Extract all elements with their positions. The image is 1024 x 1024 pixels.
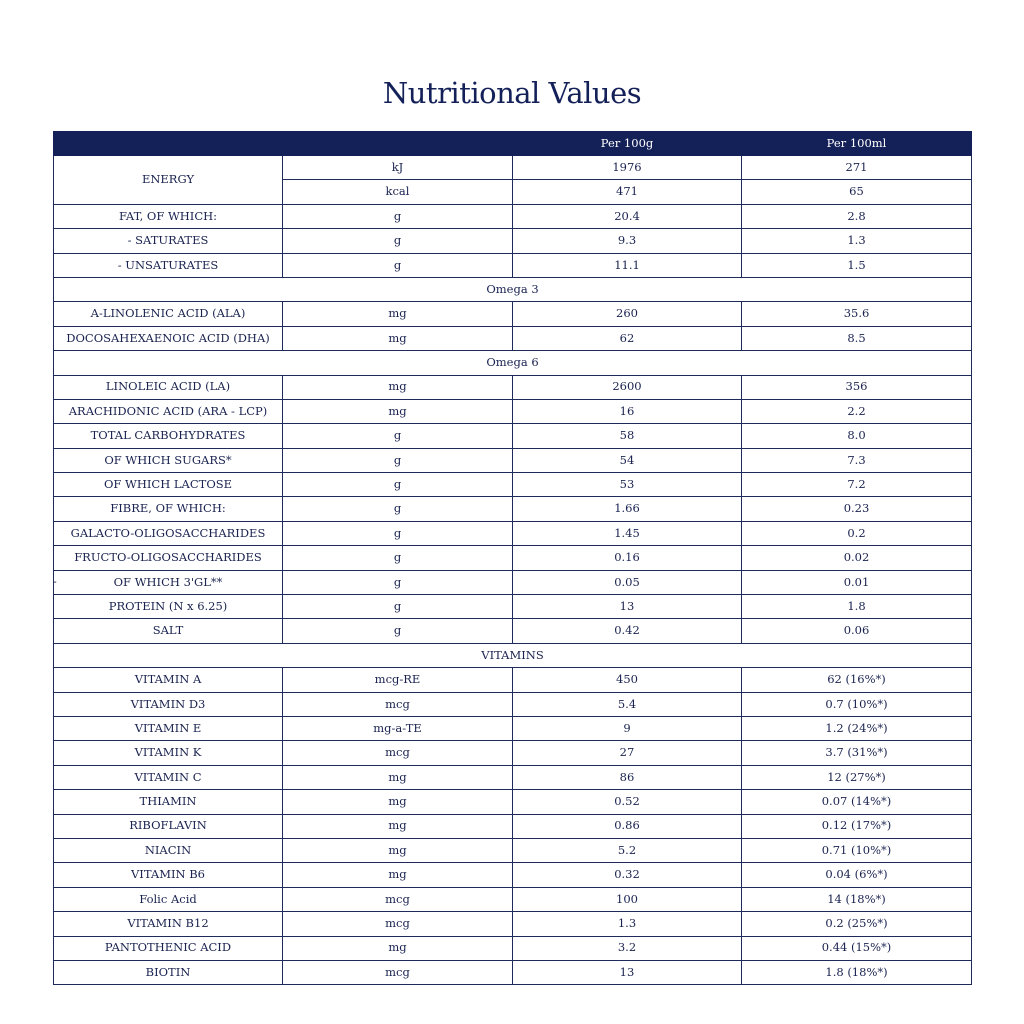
value-per-100g	[513, 570, 742, 594]
nutrient-name-text: VITAMIN E	[134, 720, 202, 735]
section-header-row	[54, 351, 972, 375]
value-per-100ml	[742, 595, 972, 619]
value-per-100g	[513, 302, 742, 326]
table-row	[54, 741, 972, 765]
table-row	[54, 521, 972, 545]
nutrient-unit-text: g	[393, 501, 402, 516]
value-per-100g-text: 27	[619, 745, 635, 760]
value-per-100ml-text: 1.5	[847, 257, 866, 272]
nutrient-name	[54, 204, 283, 228]
nutrient-name-text: - UNSATURATES	[117, 257, 219, 272]
nutrient-unit	[283, 546, 513, 570]
nutrient-unit-text: mcg	[385, 696, 410, 711]
nutrient-unit	[283, 204, 513, 228]
table-row	[54, 716, 972, 740]
section-header-row	[54, 277, 972, 301]
table-row	[54, 814, 972, 838]
value-per-100g	[513, 424, 742, 448]
omega3-rows	[54, 302, 972, 351]
vitamins-section	[54, 643, 972, 667]
nutrient-unit	[283, 473, 513, 497]
nutrient-unit-text: mg	[388, 769, 407, 784]
nutrient-unit	[283, 521, 513, 545]
nutrient-unit	[283, 692, 513, 716]
nutrient-name	[54, 887, 283, 911]
nutrient-unit-text: g	[393, 525, 402, 540]
value-per-100ml	[742, 716, 972, 740]
nutrient-name	[54, 668, 283, 692]
nutrient-unit-text: mg-a-TE	[373, 720, 422, 735]
nutrient-name	[54, 863, 283, 887]
value-per-100g-text: 13	[619, 964, 635, 979]
nutrient-unit	[283, 912, 513, 936]
value-per-100ml-text: 0.2	[847, 525, 866, 540]
value-per-100g-text: 16	[619, 403, 635, 418]
value-per-100g-text: 0.42	[614, 623, 640, 638]
value-per-100ml-text: 7.3	[847, 452, 866, 467]
nutrient-unit	[283, 375, 513, 399]
value-per-100g-text: 3.2	[617, 940, 637, 955]
value-per-100g	[513, 838, 742, 862]
value-per-100ml-text: 0.7 (10%*)	[825, 696, 888, 711]
value-per-100g-text: 0.05	[614, 574, 640, 589]
value-per-100ml-text: 2.8	[847, 208, 866, 223]
nutrient-name-text: VITAMIN K	[134, 745, 202, 760]
nutrient-name-text: GALACTO-OLIGOSACCHARIDES	[70, 525, 266, 540]
table-row	[54, 546, 972, 570]
value-per-100g-text: 9.3	[617, 233, 637, 248]
table-row	[54, 668, 972, 692]
nutrient-unit-text: g	[393, 574, 402, 589]
value-per-100g-text: 1.45	[614, 525, 640, 540]
energy-kcal-per-100ml: 65	[742, 180, 972, 204]
table-row	[54, 302, 972, 326]
value-per-100ml	[742, 765, 972, 789]
value-per-100ml	[742, 692, 972, 716]
nutrient-unit-text: g	[393, 257, 402, 272]
nutrient-unit	[283, 229, 513, 253]
nutrient-name	[54, 448, 283, 472]
value-per-100g	[513, 448, 742, 472]
nutrient-unit-text: g	[393, 550, 402, 565]
nutrient-name	[54, 375, 283, 399]
nutrient-name-text: VITAMIN D3	[130, 696, 206, 711]
value-per-100ml	[742, 424, 972, 448]
section-header-row	[54, 643, 972, 667]
value-per-100ml-text: 356	[845, 379, 868, 394]
nutrient-name-text: FAT, OF WHICH:	[118, 208, 218, 223]
nutrient-name	[54, 960, 283, 984]
nutrient-unit-text: mg	[388, 940, 407, 955]
value-per-100g-text: 11.1	[614, 257, 640, 272]
nutrient-unit-text: mg	[388, 818, 407, 833]
table-row	[54, 960, 972, 984]
value-per-100g-text: 62	[619, 330, 635, 345]
value-per-100g-text: 9	[623, 720, 631, 735]
value-per-100g	[513, 692, 742, 716]
value-per-100ml-text: 0.12 (17%*)	[821, 818, 892, 833]
nutrient-unit	[283, 863, 513, 887]
nutrient-unit-text: g	[393, 623, 402, 638]
nutrient-unit-text: g	[393, 477, 402, 492]
value-per-100ml-text: 0.02	[843, 550, 870, 565]
value-per-100g-text: 450	[616, 672, 638, 687]
value-per-100ml	[742, 863, 972, 887]
table-row	[54, 473, 972, 497]
nutrient-name	[54, 570, 283, 594]
value-per-100ml-text: 7.2	[847, 477, 866, 492]
nutrient-name-text: FRUCTO-OLIGOSACCHARIDES	[74, 550, 262, 565]
value-per-100g-text: 0.16	[614, 550, 640, 565]
nutrient-name	[54, 741, 283, 765]
value-per-100ml-text: 1.3	[847, 233, 866, 248]
nutrient-name-text: OF WHICH 3'GL**	[113, 574, 223, 589]
nutrient-name-text: TOTAL CARBOHYDRATES	[90, 428, 246, 443]
nutrient-unit-text: g	[393, 452, 402, 467]
nutrient-unit	[283, 814, 513, 838]
value-per-100ml-text: 0.04 (6%*)	[825, 867, 888, 882]
value-per-100g-text: 260	[616, 306, 638, 321]
value-per-100g	[513, 960, 742, 984]
nutrient-unit	[283, 741, 513, 765]
nutrient-name	[54, 424, 283, 448]
value-per-100ml	[742, 473, 972, 497]
value-per-100g	[513, 399, 742, 423]
value-per-100ml-text: 8.5	[847, 330, 866, 345]
nutrient-unit	[283, 668, 513, 692]
value-per-100ml	[742, 741, 972, 765]
value-per-100g	[513, 375, 742, 399]
nutrition-table	[53, 131, 972, 985]
value-per-100g	[513, 887, 742, 911]
nutrient-unit-text: g	[393, 428, 402, 443]
value-per-100g	[513, 936, 742, 960]
nutrient-unit	[283, 253, 513, 277]
nutrient-name-text: DOCOSAHEXAENOIC ACID (DHA)	[66, 330, 270, 345]
value-per-100g-text: 13	[619, 598, 635, 613]
table-row	[54, 765, 972, 789]
nutrient-name-text: PANTOTHENIC ACID	[104, 940, 232, 955]
value-per-100g-text: 100	[616, 891, 638, 906]
nutrient-name-text: LINOLEIC ACID (LA)	[105, 379, 231, 394]
value-per-100g	[513, 204, 742, 228]
energy-kj-per-100ml: 271	[742, 156, 972, 180]
value-per-100g	[513, 521, 742, 545]
nutrient-name-text: VITAMIN B12	[127, 916, 209, 931]
table-row	[54, 570, 972, 594]
nutrient-unit-text: g	[393, 233, 402, 248]
header-nutrient	[54, 132, 283, 156]
nutrient-name-text: NIACIN	[144, 842, 192, 857]
nutrient-unit	[283, 716, 513, 740]
nutrient-unit	[283, 887, 513, 911]
value-per-100ml	[742, 229, 972, 253]
value-per-100ml	[742, 814, 972, 838]
nutrient-unit	[283, 936, 513, 960]
value-per-100g	[513, 253, 742, 277]
energy-kj-per-100g: 1976	[513, 156, 742, 180]
nutrient-name	[54, 473, 283, 497]
nutrient-name	[54, 497, 283, 521]
nutrient-unit	[283, 399, 513, 423]
value-per-100ml	[742, 497, 972, 521]
section-header-vitamins: VITAMINS	[54, 643, 972, 667]
omega6-section	[54, 351, 972, 375]
value-per-100ml-text: 0.44 (15%*)	[821, 940, 892, 955]
nutrient-name-text: - SATURATES	[127, 233, 209, 248]
value-per-100ml-text: 8.0	[847, 428, 866, 443]
value-per-100ml	[742, 399, 972, 423]
value-per-100ml-text: 1.2 (24%*)	[825, 720, 888, 735]
value-per-100g-text: 0.86	[614, 818, 640, 833]
value-per-100ml	[742, 619, 972, 643]
nutrient-name-text: SALT	[152, 623, 184, 638]
value-per-100ml	[742, 546, 972, 570]
table-row	[54, 253, 972, 277]
nutrient-unit-text: mg	[388, 794, 407, 809]
nutrient-unit-text: mcg	[385, 916, 410, 931]
value-per-100ml	[742, 912, 972, 936]
value-per-100g-text: 5.2	[617, 842, 637, 857]
value-per-100ml-text: 1.8	[847, 598, 866, 613]
value-per-100ml-text: 0.01	[843, 574, 870, 589]
nutrient-name-text: VITAMIN B6	[131, 867, 205, 882]
nutrient-unit-text: mg	[388, 842, 407, 857]
value-per-100g-text: 1.66	[614, 501, 640, 516]
nutrient-name	[54, 399, 283, 423]
nutrient-name	[54, 838, 283, 862]
nutrient-name-text: FIBRE, OF WHICH:	[110, 501, 226, 516]
value-per-100g-text: 53	[619, 477, 635, 492]
table-row	[54, 595, 972, 619]
table-row	[54, 619, 972, 643]
value-per-100ml-text: 1.8 (18%*)	[825, 964, 888, 979]
nutrient-name	[54, 814, 283, 838]
value-per-100ml-text: 14 (18%*)	[827, 891, 886, 906]
table-row	[54, 229, 972, 253]
vitamins-rows	[54, 668, 972, 985]
value-per-100g	[513, 912, 742, 936]
table-row	[54, 790, 972, 814]
value-per-100ml-text: 35.6	[843, 306, 870, 321]
nutrient-name	[54, 912, 283, 936]
header-unit	[283, 132, 513, 156]
table-row	[54, 497, 972, 521]
table-row	[54, 936, 972, 960]
nutrient-unit	[283, 790, 513, 814]
value-per-100g	[513, 546, 742, 570]
value-per-100ml-text: 2.2	[847, 403, 866, 418]
nutrient-name	[54, 936, 283, 960]
nutrient-name-text: Folic Acid	[139, 891, 197, 906]
nutrient-unit-text: mcg	[385, 891, 410, 906]
table-row	[54, 448, 972, 472]
nutrient-name	[54, 692, 283, 716]
value-per-100ml-text: 0.06	[843, 623, 870, 638]
value-per-100ml-text: 0.07 (14%*)	[821, 794, 892, 809]
table-row	[54, 204, 972, 228]
value-per-100ml-text: 0.23	[843, 501, 870, 516]
section-header-omega3: Omega 3	[54, 277, 972, 301]
nutrient-unit-text: mcg	[385, 964, 410, 979]
energy-kcal-unit: kcal	[283, 180, 513, 204]
table-row	[54, 399, 972, 423]
value-per-100g	[513, 497, 742, 521]
value-per-100g	[513, 741, 742, 765]
nutrient-unit-text: mcg-RE	[374, 672, 421, 687]
energy-label: ENERGY	[54, 156, 283, 205]
nutrient-name-text: OF WHICH LACTOSE	[103, 477, 233, 492]
nutrient-name	[54, 521, 283, 545]
fat-section	[54, 204, 972, 277]
value-per-100ml	[742, 253, 972, 277]
table-row	[54, 375, 972, 399]
value-per-100ml-text: 0.2 (25%*)	[825, 916, 888, 931]
value-per-100g-text: 20.4	[614, 208, 640, 223]
table-row	[54, 887, 972, 911]
table-row	[54, 692, 972, 716]
value-per-100ml	[742, 960, 972, 984]
value-per-100ml	[742, 887, 972, 911]
value-per-100g	[513, 716, 742, 740]
nutrient-unit-text: mg	[388, 867, 407, 882]
table-row	[54, 326, 972, 350]
nutrient-unit	[283, 302, 513, 326]
nutrient-name	[54, 716, 283, 740]
value-per-100g	[513, 619, 742, 643]
nutrient-name-text: VITAMIN C	[134, 769, 202, 784]
row-dash-marker: -	[53, 574, 57, 588]
nutrient-name	[54, 595, 283, 619]
nutrient-unit	[283, 497, 513, 521]
nutrient-name	[54, 619, 283, 643]
value-per-100ml-text: 3.7 (31%*)	[825, 745, 888, 760]
value-per-100ml-text: 12 (27%*)	[827, 769, 886, 784]
header-per-100ml: Per 100ml	[742, 132, 972, 156]
nutrient-name	[54, 229, 283, 253]
value-per-100g-text: 54	[619, 452, 635, 467]
nutrient-unit	[283, 838, 513, 862]
value-per-100g	[513, 326, 742, 350]
table-row	[54, 912, 972, 936]
nutrient-unit	[283, 595, 513, 619]
value-per-100ml-text: 62 (16%*)	[827, 672, 886, 687]
nutrient-unit-text: mg	[388, 306, 407, 321]
value-per-100ml	[742, 838, 972, 862]
value-per-100g-text: 1.3	[617, 916, 637, 931]
table-row	[54, 863, 972, 887]
table-row	[54, 838, 972, 862]
nutrient-name	[54, 326, 283, 350]
nutrient-unit-text: g	[393, 598, 402, 613]
energy-kcal-per-100g: 471	[513, 180, 742, 204]
nutrient-unit-text: g	[393, 208, 402, 223]
value-per-100g	[513, 790, 742, 814]
section-header-omega6: Omega 6	[54, 351, 972, 375]
value-per-100ml	[742, 668, 972, 692]
value-per-100ml	[742, 302, 972, 326]
nutrient-unit	[283, 960, 513, 984]
nutrient-name	[54, 790, 283, 814]
value-per-100g-text: 2600	[612, 379, 642, 394]
omega3-section	[54, 277, 972, 301]
nutrient-unit	[283, 326, 513, 350]
header-per-100g: Per 100g	[513, 132, 742, 156]
value-per-100ml-text: 0.71 (10%*)	[821, 842, 892, 857]
nutrient-unit	[283, 619, 513, 643]
nutrient-unit-text: mg	[388, 330, 407, 345]
nutrient-unit	[283, 570, 513, 594]
nutrient-name	[54, 302, 283, 326]
nutrient-unit-text: mcg	[385, 745, 410, 760]
nutrient-name-text: RIBOFLAVIN	[129, 818, 207, 833]
nutrient-name-text: THIAMIN	[139, 794, 197, 809]
nutrient-name	[54, 253, 283, 277]
value-per-100ml	[742, 936, 972, 960]
value-per-100g-text: 0.52	[614, 794, 640, 809]
nutrient-name-text: A-LINOLENIC ACID (ALA)	[90, 306, 246, 321]
value-per-100g	[513, 765, 742, 789]
nutrient-name	[54, 765, 283, 789]
nutrient-unit	[283, 424, 513, 448]
nutrient-name	[54, 546, 283, 570]
nutrient-unit	[283, 448, 513, 472]
value-per-100g	[513, 668, 742, 692]
nutrient-name-text: BIOTIN	[145, 964, 191, 979]
nutrient-unit	[283, 765, 513, 789]
nutrient-name-text: ARACHIDONIC ACID (ARA - LCP)	[68, 403, 268, 418]
value-per-100g	[513, 473, 742, 497]
value-per-100ml	[742, 521, 972, 545]
nutrient-unit-text: mg	[388, 379, 407, 394]
value-per-100g-text: 5.4	[617, 696, 637, 711]
value-per-100g-text: 0.32	[614, 867, 640, 882]
energy-kj-unit: kJ	[283, 156, 513, 180]
page-title: Nutritional Values	[382, 76, 642, 110]
value-per-100g	[513, 814, 742, 838]
value-per-100ml	[742, 790, 972, 814]
nutrient-name-text: VITAMIN A	[134, 672, 202, 687]
energy-row	[54, 156, 972, 180]
value-per-100ml	[742, 448, 972, 472]
nutrient-name-text: PROTEIN (N x 6.25)	[108, 598, 228, 613]
value-per-100g-text: 86	[619, 769, 635, 784]
value-per-100ml	[742, 570, 972, 594]
table-header-row	[54, 132, 972, 156]
value-per-100ml	[742, 326, 972, 350]
omega6-rows	[54, 375, 972, 643]
nutrient-name-text: OF WHICH SUGARS*	[104, 452, 232, 467]
value-per-100g-text: 58	[619, 428, 635, 443]
value-per-100g	[513, 863, 742, 887]
nutrient-unit-text: mg	[388, 403, 407, 418]
table-row	[54, 424, 972, 448]
value-per-100g	[513, 595, 742, 619]
value-per-100ml	[742, 375, 972, 399]
value-per-100ml	[742, 204, 972, 228]
value-per-100g	[513, 229, 742, 253]
